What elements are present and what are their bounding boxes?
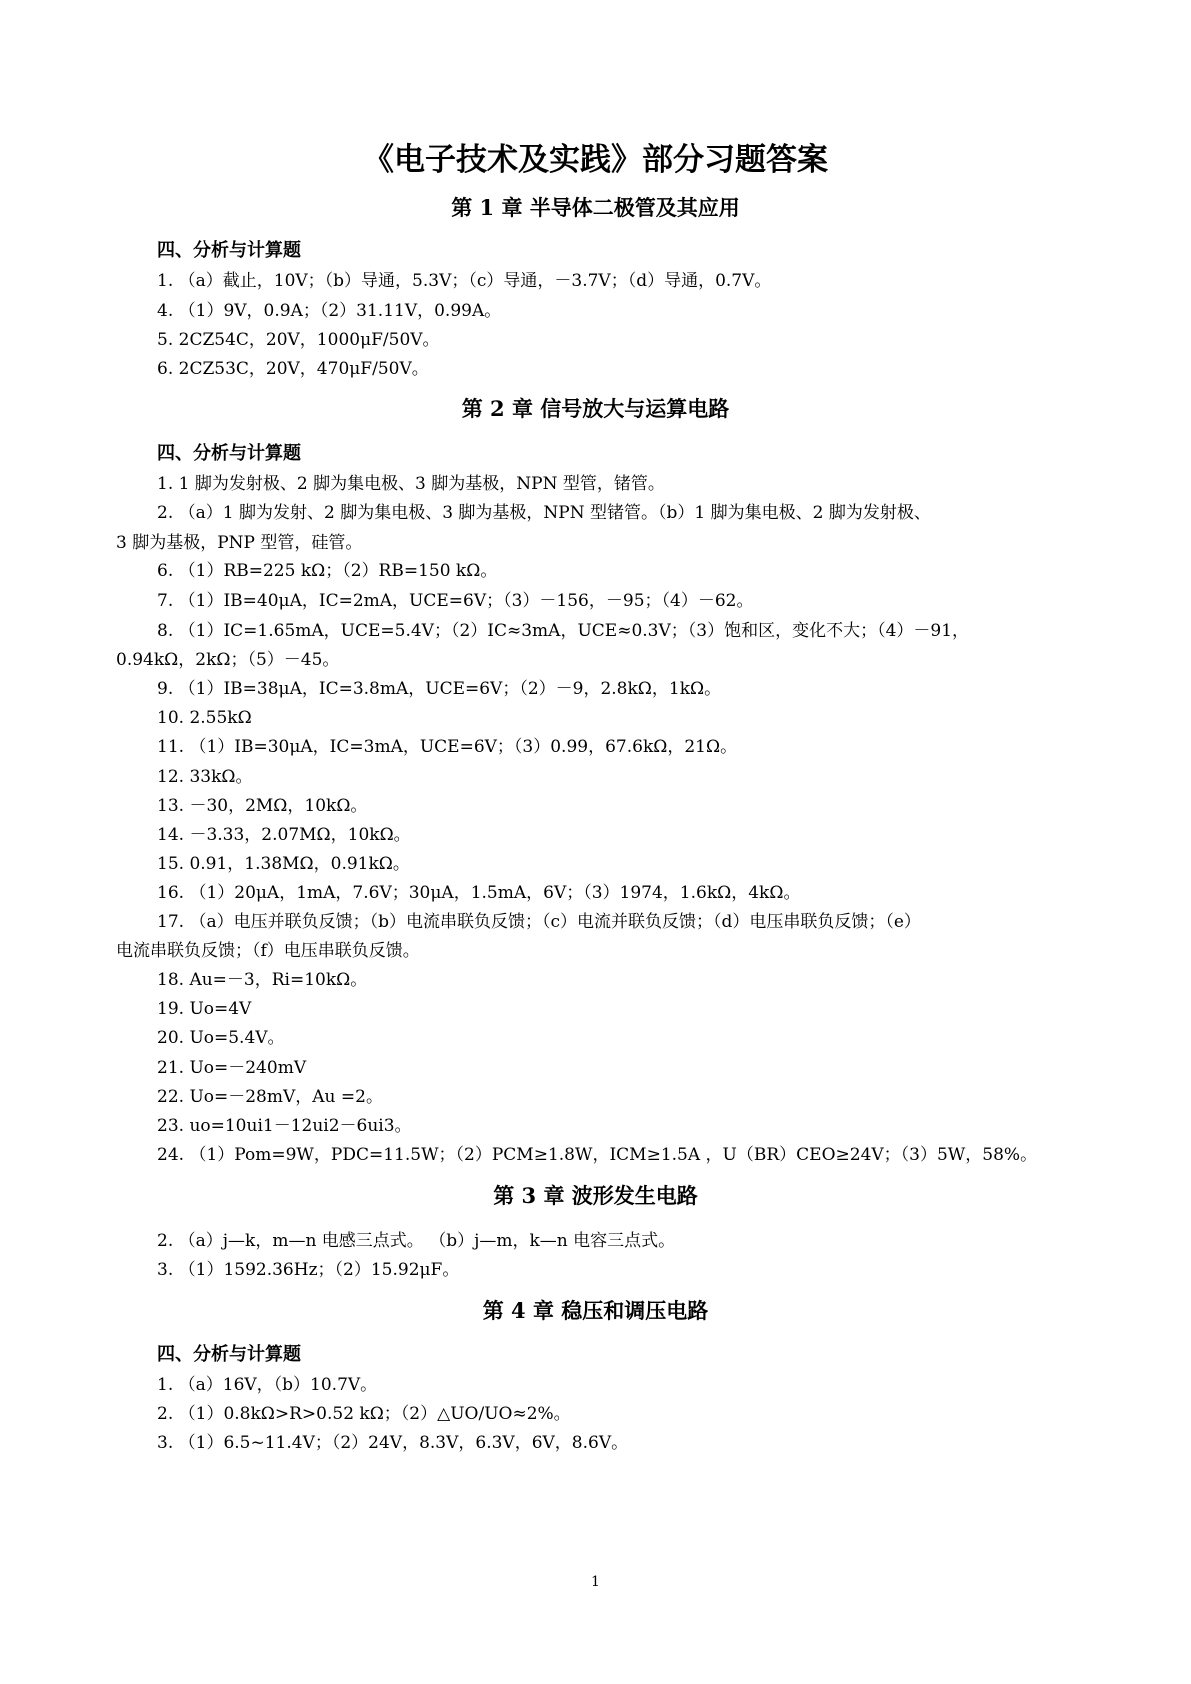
answer-line-continuation: 0.94kΩ，2kΩ；（5）－45。 <box>116 650 340 670</box>
answer-line: 17. （a）电压并联负反馈；（b）电流串联负反馈；（c）电流并联负反馈；（d）电压串联负反馈；（e） <box>157 912 921 932</box>
answer-line: 22. Uo=－28mV，Au =2。 <box>157 1087 383 1107</box>
answer-line: 1. （a）16V，（b）10.7V。 <box>157 1375 378 1395</box>
answer-line: 12. 33kΩ。 <box>157 767 253 787</box>
answer-line: 10. 2.55kΩ <box>157 708 252 728</box>
page-number: 1 <box>591 1574 600 1590</box>
answer-line: 23. uo=10ui1－12ui2－6ui3。 <box>157 1116 412 1136</box>
chapter-1-heading: 第 1 章 半导体二极管及其应用 <box>451 195 740 220</box>
answer-line: 21. Uo=－240mV <box>157 1058 307 1078</box>
answer-line: 15. 0.91，1.38MΩ，0.91kΩ。 <box>157 854 410 874</box>
answer-line: 16. （1）20μA，1mA，7.6V；30μA，1.5mA，6V；（3）1974，1.6kΩ，4kΩ。 <box>157 883 801 903</box>
document-title: 《电子技术及实践》部分习题答案 <box>363 142 828 178</box>
answer-line-continuation: 3 脚为基极，PNP 型管，硅管。 <box>116 533 363 553</box>
answer-line: 5. 2CZ54C，20V，1000μF/50V。 <box>157 330 440 350</box>
answer-line: 19. Uo=4V <box>157 999 252 1019</box>
chapter-2-section-heading: 四、分析与计算题 <box>157 443 301 464</box>
chapter-1-section-heading: 四、分析与计算题 <box>157 240 301 261</box>
answer-line: 2. （a）j—k，m—n 电感三点式。 （b）j—m，k—n 电容三点式。 <box>157 1231 676 1251</box>
answer-line: 1. 1 脚为发射极、2 脚为集电极、3 脚为基极，NPN 型管，锗管。 <box>157 474 665 494</box>
chapter-2-heading: 第 2 章 信号放大与运算电路 <box>461 396 730 421</box>
answer-line: 24. （1）Pom=9W，PDC=11.5W；（2）PCM≥1.8W，ICM≥1.5A ，U（BR）CEO≥24V；（3）5W，58%。 <box>157 1145 1038 1165</box>
answer-line: 1. （a）截止，10V；（b）导通，5.3V；（c）导通，－3.7V；（d）导通，0.7V。 <box>157 271 772 291</box>
answer-line: 3. （1）6.5~11.4V；（2）24V，8.3V，6.3V，6V，8.6V。 <box>157 1433 629 1453</box>
answer-line: 6. （1）RB=225 kΩ；（2）RB=150 kΩ。 <box>157 561 498 581</box>
chapter-4-heading: 第 4 章 稳压和调压电路 <box>482 1298 709 1323</box>
answer-line: 6. 2CZ53C，20V，470μF/50V。 <box>157 359 429 379</box>
answer-line: 2. （a）1 脚为发射、2 脚为集电极、3 脚为基极，NPN 型锗管。（b）1 脚为集电极、2 脚为发射极、 <box>157 503 931 523</box>
answer-line: 13. －30，2MΩ，10kΩ。 <box>157 796 368 816</box>
answer-line: 7. （1）IB=40μA，IC=2mA，UCE=6V；（3）－156，－95；（4）－62。 <box>157 591 754 611</box>
chapter-3-heading: 第 3 章 波形发生电路 <box>493 1183 698 1208</box>
answer-line: 18. Au=－3，Ri=10kΩ。 <box>157 970 368 990</box>
answer-line: 20. Uo=5.4V。 <box>157 1028 285 1048</box>
answer-line: 8. （1）IC=1.65mA，UCE=5.4V；（2）IC≈3mA，UCE≈0.3V；（3）饱和区，变化不大；（4）－91， <box>157 621 970 641</box>
answer-line: 4. （1）9V，0.9A；（2）31.11V，0.99A。 <box>157 301 502 321</box>
answer-line: 3. （1）1592.36Hz；（2）15.92μF。 <box>157 1260 460 1280</box>
chapter-4-section-heading: 四、分析与计算题 <box>157 1344 301 1365</box>
answer-line: 9. （1）IB=38μA，IC=3.8mA，UCE=6V；（2）－9，2.8kΩ，1kΩ。 <box>157 679 722 699</box>
answer-line: 11. （1）IB=30μA，IC=3mA，UCE=6V；（3）0.99，67.6kΩ，21Ω。 <box>157 737 738 757</box>
answer-line-continuation: 电流串联负反馈；（f）电压串联负反馈。 <box>116 941 420 961</box>
answer-line: 14. －3.33，2.07MΩ，10kΩ。 <box>157 825 411 845</box>
answer-line: 2. （1）0.8kΩ>R>0.52 kΩ；（2）△UO/UO≈2%。 <box>157 1404 571 1424</box>
